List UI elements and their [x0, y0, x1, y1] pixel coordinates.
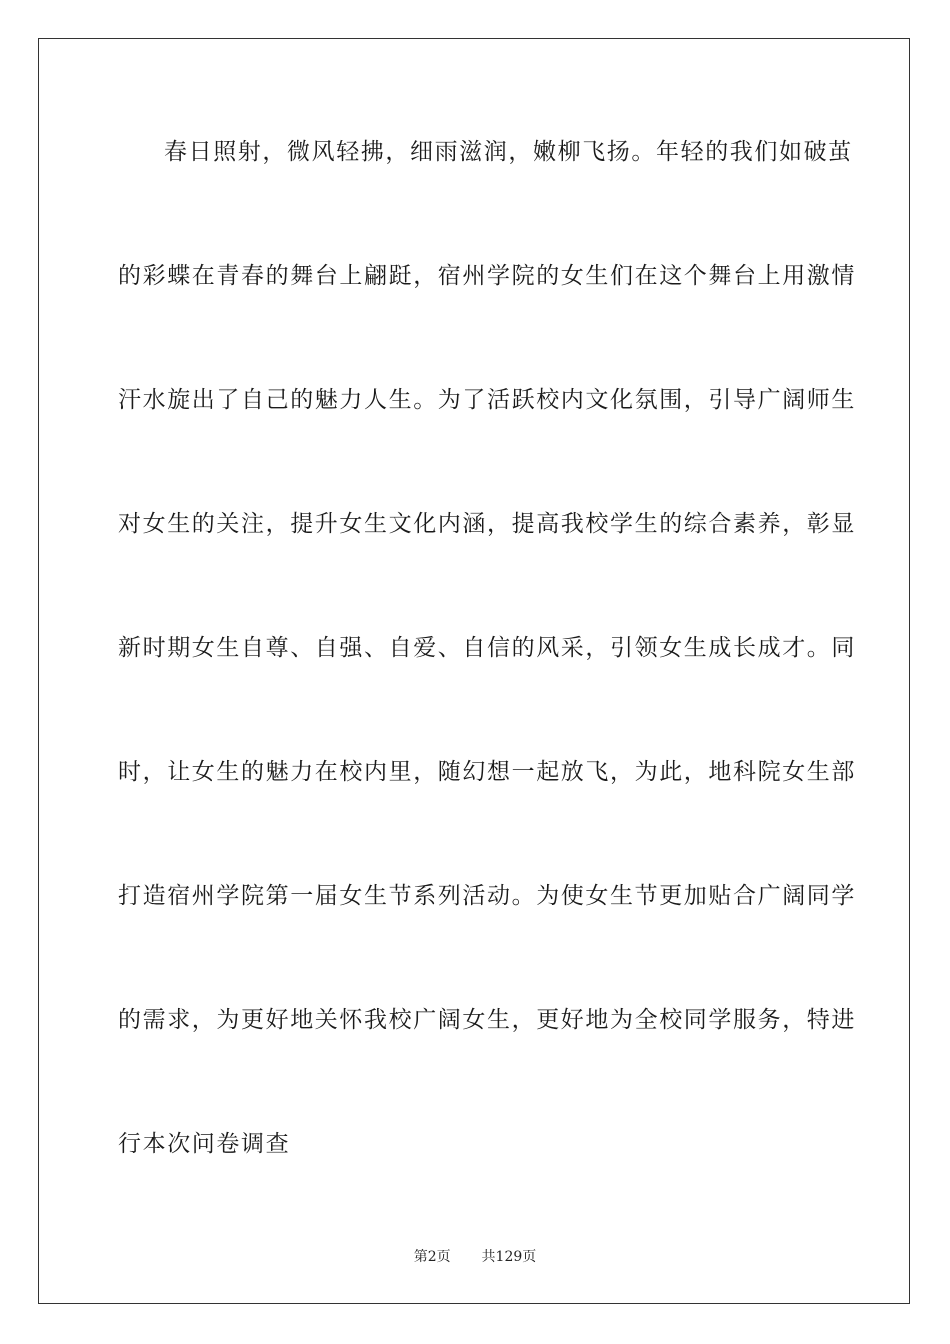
paragraph-line: 春日照射，微风轻拂，细雨滋润，嫩柳飞扬。年轻的我们如破茧: [164, 139, 853, 165]
paragraph-line: 打造宿州学院第一届女生节系列活动。为使女生节更加贴合广阔同学: [118, 883, 856, 909]
paragraph-line: 对女生的关注，提升女生文化内涵，提高我校学生的综合素养，彰显: [118, 511, 856, 537]
page-border: [38, 38, 910, 1304]
page-number: 第2页: [413, 1249, 451, 1265]
paragraph-line: 行本次问卷调查: [118, 1131, 291, 1157]
paragraph-line: 的彩蝶在青春的舞台上翩跹，宿州学院的女生们在这个舞台上用激情: [118, 263, 856, 289]
paragraph-line: 的需求，为更好地关怀我校广阔女生，更好地为全校同学服务，特进: [118, 1007, 856, 1033]
paragraph-line: 时，让女生的魅力在校内里，随幻想一起放飞，为此，地科院女生部: [118, 759, 856, 785]
paragraph-line: 新时期女生自尊、自强、自爱、自信的风采，引领女生成长成才。同: [118, 635, 856, 661]
page-total: 共129页: [481, 1249, 537, 1265]
page-footer: [0, 1248, 950, 1266]
paragraph-line: 汗水旋出了自己的魅力人生。为了活跃校内文化氛围，引导广阔师生: [118, 387, 856, 413]
